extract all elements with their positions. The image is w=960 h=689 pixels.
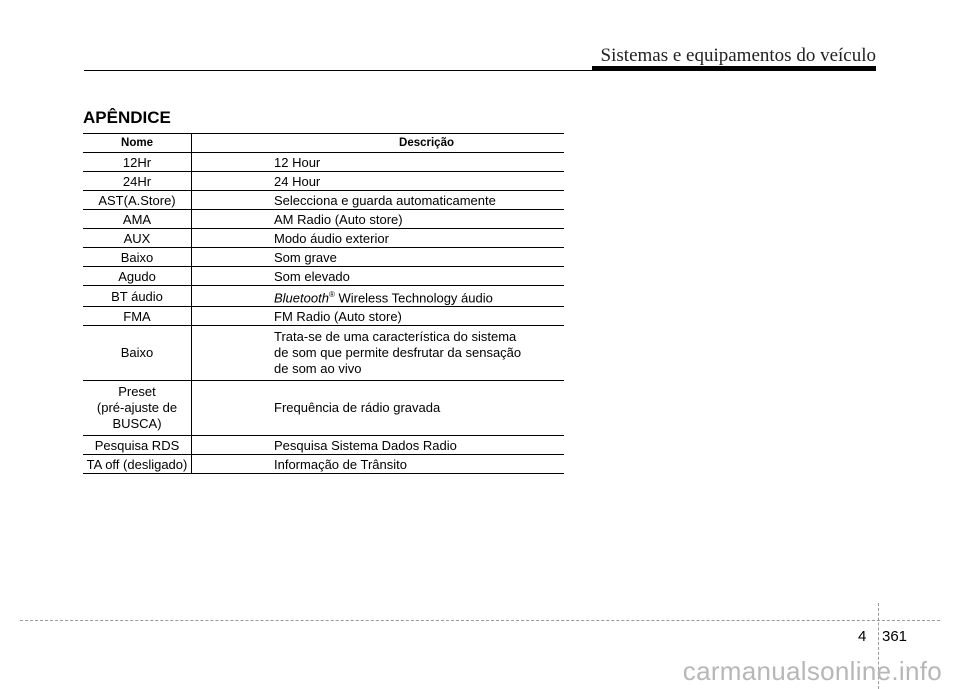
cell-name: Agudo	[83, 267, 192, 286]
table-row	[83, 172, 564, 191]
table-row	[83, 210, 564, 229]
glossary-table	[83, 133, 564, 474]
cell-name: Pesquisa RDS	[83, 436, 192, 455]
table-row	[83, 286, 564, 307]
table-row	[83, 326, 564, 381]
description-line: Trata-se de uma característica do sistema	[274, 329, 517, 345]
cell-spacer	[192, 229, 275, 248]
cell-name: AMA	[83, 210, 192, 229]
description-text: Wireless Technology áudio	[334, 290, 493, 306]
cell-spacer	[192, 191, 275, 210]
name-line: (pré-ajuste de	[96, 400, 178, 416]
cell-description: Informação de Trânsito	[274, 455, 564, 474]
table-row	[83, 267, 564, 286]
table-row	[83, 191, 564, 210]
chapter-number: 4	[858, 628, 867, 645]
cell-description: AM Radio (Auto store)	[274, 210, 564, 229]
table-row	[83, 229, 564, 248]
cell-name: FMA	[83, 307, 192, 326]
page-number: 361	[882, 628, 908, 645]
cell-description: Som elevado	[274, 267, 564, 286]
cell-spacer	[192, 267, 275, 286]
section-title: APÊNDICE	[83, 108, 171, 127]
cell-name	[83, 381, 192, 436]
column-spacer	[192, 134, 275, 153]
cell-spacer	[192, 248, 275, 267]
table-row	[83, 153, 564, 172]
table-row	[83, 436, 564, 455]
cell-name: Baixo	[83, 326, 192, 381]
cell-name: Baixo	[83, 248, 192, 267]
cell-spacer	[192, 172, 275, 191]
cell-name: AST(A.Store)	[83, 191, 192, 210]
name-line: BUSCA)	[112, 416, 162, 432]
table-row	[83, 248, 564, 267]
table-row	[83, 381, 564, 436]
cell-description: Modo áudio exterior	[274, 229, 564, 248]
bluetooth-brand: Bluetooth	[274, 290, 329, 306]
cell-description: Pesquisa Sistema Dados Radio	[274, 436, 564, 455]
cell-name: TA off (desligado)	[83, 455, 192, 474]
cell-spacer	[192, 153, 275, 172]
cell-description	[274, 326, 564, 381]
cell-name: AUX	[83, 229, 192, 248]
cell-name: BT áudio	[83, 286, 192, 307]
cell-description	[274, 286, 564, 307]
cell-description: Frequência de rádio gravada	[274, 381, 564, 436]
cell-spacer	[192, 210, 275, 229]
table-row	[83, 307, 564, 326]
table-header-row	[83, 134, 564, 153]
table-row	[83, 455, 564, 474]
cell-spacer	[192, 455, 275, 474]
cell-name: 12Hr	[83, 153, 192, 172]
cell-description: Som grave	[274, 248, 564, 267]
cell-spacer	[192, 286, 275, 307]
cell-spacer	[192, 307, 275, 326]
footer-dashed-rule	[20, 620, 940, 621]
running-header-title: Sistemas e equipamentos do veículo	[600, 45, 876, 66]
cell-name: 24Hr	[83, 172, 192, 191]
cell-spacer	[192, 436, 275, 455]
cell-spacer	[192, 326, 275, 381]
watermark: carmanualsonline.info	[682, 656, 942, 686]
cell-description: Selecciona e guarda automaticamente	[274, 191, 564, 210]
column-header-description: Descrição	[274, 134, 564, 153]
cell-description: 12 Hour	[274, 153, 564, 172]
cell-spacer	[192, 381, 275, 436]
description-line: de som ao vivo	[274, 361, 362, 377]
cell-description: 24 Hour	[274, 172, 564, 191]
cell-description: FM Radio (Auto store)	[274, 307, 564, 326]
column-header-name: Nome	[83, 134, 192, 153]
registered-mark: ®	[328, 290, 335, 299]
name-line: Preset	[118, 384, 156, 400]
description-line: de som que permite desfrutar da sensação	[274, 345, 522, 361]
header-rule-accent	[592, 66, 876, 71]
